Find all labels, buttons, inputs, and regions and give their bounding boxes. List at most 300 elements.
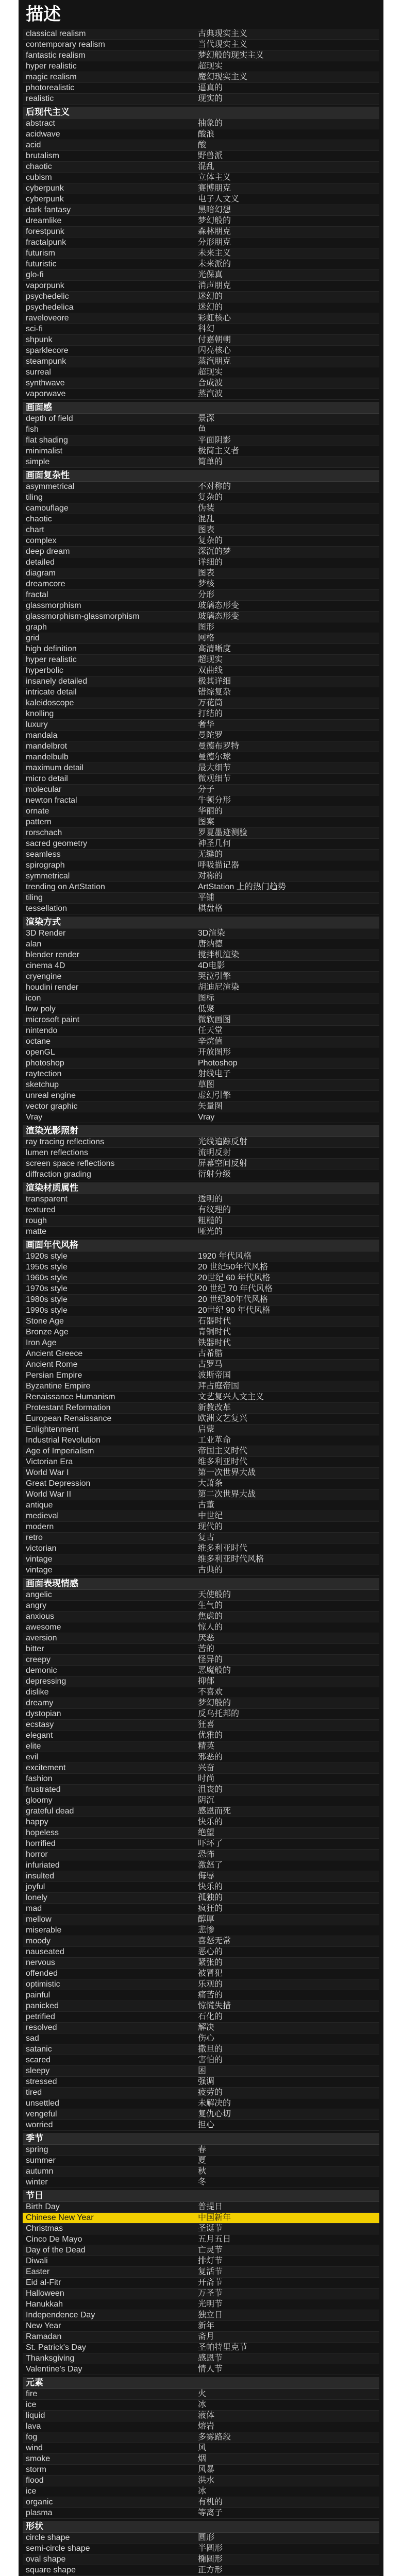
english-term: octane xyxy=(26,1037,51,1046)
chinese-term: 未解决的 xyxy=(198,2099,231,2108)
english-term: painful xyxy=(26,1991,51,1999)
section xyxy=(23,2133,379,2188)
chinese-term: 冰 xyxy=(198,2487,207,2496)
table-row xyxy=(23,1251,379,1262)
table-row xyxy=(23,29,379,40)
table-row xyxy=(23,378,379,389)
chinese-term: 快乐的 xyxy=(198,1883,223,1891)
table-row xyxy=(23,259,379,270)
english-term: acidwave xyxy=(26,130,60,139)
english-term: vaporwave xyxy=(26,389,66,398)
chinese-term: 彩虹核心 xyxy=(198,314,231,323)
chinese-term: 混乱 xyxy=(198,515,215,523)
english-term: diffraction grading xyxy=(26,1170,91,1179)
english-term: lumen reflections xyxy=(26,1148,88,1157)
chinese-term: 玻璃态形变 xyxy=(198,601,240,610)
chinese-term: 邪恶的 xyxy=(198,1753,223,1761)
chinese-term: 双曲线 xyxy=(198,666,223,675)
english-term: symmetrical xyxy=(26,872,70,880)
english-term: rorschach xyxy=(26,828,62,837)
chinese-term: 鱼 xyxy=(198,425,207,434)
table-row xyxy=(23,140,379,151)
english-term: forestpunk xyxy=(26,227,64,236)
table-row xyxy=(23,2289,379,2299)
english-term: abstract xyxy=(26,119,55,128)
chinese-term: 亡灵节 xyxy=(198,2246,223,2255)
english-term: worried xyxy=(26,2121,53,2129)
english-term: semi-circle shape xyxy=(26,2544,90,2553)
chinese-term: 喜怒无常 xyxy=(198,1937,231,1945)
english-term: Persian Empire xyxy=(26,1371,82,1380)
table-row xyxy=(23,1860,379,1871)
chinese-term: 感恩而死 xyxy=(198,1807,231,1816)
chinese-term: 疲劳的 xyxy=(198,2088,223,2097)
english-term: frustrated xyxy=(26,1785,61,1794)
table-row xyxy=(23,1795,379,1806)
table-row xyxy=(23,2389,379,2400)
table-row xyxy=(23,622,379,633)
chinese-term: 迷幻的 xyxy=(198,292,223,301)
chinese-term: 惊慌失措 xyxy=(198,2002,231,2010)
table-row xyxy=(23,1381,379,1392)
english-term: angry xyxy=(26,1601,47,1610)
english-term: smoke xyxy=(26,2454,51,2463)
table-row xyxy=(23,590,379,601)
english-term: unreal engine xyxy=(26,1091,76,1100)
table-row xyxy=(23,850,379,860)
table-row xyxy=(23,446,379,457)
english-term: dislike xyxy=(26,1688,49,1697)
chinese-term: 抑郁 xyxy=(198,1677,215,1686)
table-row xyxy=(23,536,379,547)
english-term: tiling xyxy=(26,493,43,502)
english-term: demonic xyxy=(26,1666,57,1675)
english-term: sparklecore xyxy=(26,346,69,355)
table-row xyxy=(23,1069,379,1080)
english-term: ice xyxy=(26,2487,37,2496)
table-row xyxy=(23,644,379,655)
chinese-term: 当代现实主义 xyxy=(198,40,248,49)
chinese-term: 野兽派 xyxy=(198,151,223,160)
table-row xyxy=(23,389,379,400)
table-row xyxy=(23,1731,379,1741)
table-row xyxy=(23,1349,379,1360)
english-term: vintage xyxy=(26,1566,53,1574)
chinese-term: Vray xyxy=(198,1113,215,1122)
chinese-term: 维多利亚时代风格 xyxy=(198,1555,264,1564)
chinese-term: 现代的 xyxy=(198,1522,223,1531)
page-title: 描述 xyxy=(26,5,61,24)
section-header: 季节 xyxy=(23,2133,379,2145)
section-header: 形状 xyxy=(23,2521,379,2533)
chinese-term: 焦虑的 xyxy=(198,1612,223,1621)
chinese-term: 4D电影 xyxy=(198,961,225,970)
english-term: European Renaissance xyxy=(26,1414,112,1423)
english-term: ray tracing reflections xyxy=(26,1138,105,1146)
english-term: openGL xyxy=(26,1048,55,1057)
chinese-term: 阴沉 xyxy=(198,1796,215,1805)
table-row xyxy=(23,1091,379,1101)
table-row xyxy=(23,50,379,61)
english-term: bitter xyxy=(26,1645,44,1653)
english-term: elite xyxy=(26,1742,41,1751)
table-row xyxy=(23,1979,379,1990)
english-term: sci-fi xyxy=(26,325,43,333)
table-row xyxy=(23,162,379,173)
english-term: joyful xyxy=(26,1883,45,1891)
chinese-term: 维多利亚时代 xyxy=(198,1458,248,1466)
chinese-term: 超现实 xyxy=(198,368,223,377)
table-row xyxy=(23,1565,379,1576)
english-term: nintendo xyxy=(26,1026,58,1035)
chinese-term: 20 世纪50年代风格 xyxy=(198,1263,269,1272)
table-row xyxy=(23,1554,379,1565)
chinese-term: 深沉的梦 xyxy=(198,547,231,556)
chinese-term: 低聚 xyxy=(198,1005,215,1013)
chinese-term: 青铜时代 xyxy=(198,1328,231,1336)
chinese-term: 第二次世界大战 xyxy=(198,1490,256,1499)
chinese-term: 惊人的 xyxy=(198,1623,223,1632)
chinese-term: 复杂的 xyxy=(198,536,223,545)
table-row xyxy=(23,1904,379,1914)
english-term: asymmetrical xyxy=(26,482,75,491)
english-term: happy xyxy=(26,1818,48,1826)
table-row xyxy=(23,1612,379,1622)
chinese-term: 正方形 xyxy=(198,2566,223,2574)
table-row xyxy=(23,248,379,259)
english-term: autumn xyxy=(26,2167,54,2176)
table-row xyxy=(23,1850,379,1860)
chinese-term: 图形 xyxy=(198,623,215,632)
english-term: elegant xyxy=(26,1731,53,1740)
table-row xyxy=(23,1479,379,1489)
chinese-term: 痛苦的 xyxy=(198,1991,223,1999)
english-term: Renaissance Humanism xyxy=(26,1393,115,1401)
english-term: horrified xyxy=(26,1839,56,1848)
chinese-term: 乐观的 xyxy=(198,1980,223,1989)
english-term: vintage xyxy=(26,1555,53,1564)
chinese-term: 被冒犯 xyxy=(198,1969,223,1978)
table-row xyxy=(23,2267,379,2278)
table-row xyxy=(23,1047,379,1058)
table-row xyxy=(23,1590,379,1601)
table-row xyxy=(23,2001,379,2012)
chinese-term: 帝国主义时代 xyxy=(198,1447,248,1455)
chinese-term: 不喜欢 xyxy=(198,1688,223,1697)
chinese-term: 启蒙 xyxy=(198,1425,215,1434)
section xyxy=(23,2521,379,2576)
section xyxy=(23,402,379,468)
english-term: grateful dead xyxy=(26,1807,74,1816)
english-term: flat shading xyxy=(26,436,68,445)
english-term: Easter xyxy=(26,2267,50,2276)
chinese-term: 未来派的 xyxy=(198,260,231,268)
table-row xyxy=(23,1936,379,1947)
table-row xyxy=(23,1720,379,1731)
english-term: hyperbolic xyxy=(26,666,63,675)
chinese-term: 梦幻般的 xyxy=(198,216,231,225)
english-term: graph xyxy=(26,623,47,632)
chinese-term: Photoshop xyxy=(198,1059,238,1067)
chinese-term: 蒸汽波 xyxy=(198,389,223,398)
english-term: futurism xyxy=(26,249,55,258)
english-term: sketchup xyxy=(26,1080,59,1089)
table-row xyxy=(23,2224,379,2234)
section-header: 渲染材质属性 xyxy=(23,1182,379,1194)
english-term: tessellation xyxy=(26,904,68,913)
table-row xyxy=(23,1601,379,1612)
table-row xyxy=(23,1015,379,1026)
chinese-term: 逼真的 xyxy=(198,83,223,92)
chinese-term: 侮辱 xyxy=(198,1872,215,1880)
table-row xyxy=(23,2278,379,2289)
english-term: Protestant Reformation xyxy=(26,1403,111,1412)
chinese-term: 普提日 xyxy=(198,2202,223,2211)
table-row xyxy=(23,1446,379,1457)
english-term: psychedelic xyxy=(26,292,69,301)
english-term: modern xyxy=(26,1522,54,1531)
table-row xyxy=(23,1101,379,1112)
table-row xyxy=(23,1425,379,1435)
chinese-term: 图标 xyxy=(198,994,215,1003)
chinese-term: 平面阴影 xyxy=(198,436,231,445)
chinese-term: 曼德尔球 xyxy=(198,753,231,761)
table-row xyxy=(23,928,379,939)
english-term: shpunk xyxy=(26,335,53,344)
chinese-term: 赛博朋克 xyxy=(198,184,231,193)
table-row xyxy=(23,238,379,248)
table-row xyxy=(23,547,379,557)
chinese-term: 射线电子 xyxy=(198,1070,231,1078)
section-header: 画面年代风格 xyxy=(23,1240,379,1251)
english-term: detailed xyxy=(26,558,55,567)
english-term: excitement xyxy=(26,1764,66,1772)
table-row xyxy=(23,2299,379,2310)
chinese-term: 时尚 xyxy=(198,1774,215,1783)
chinese-term: 梦核 xyxy=(198,580,215,588)
table-row xyxy=(23,871,379,882)
english-term: 1950s style xyxy=(26,1263,68,1272)
chinese-term: 欧洲文艺复兴 xyxy=(198,1414,248,1423)
table-row xyxy=(23,1698,379,1709)
table-row xyxy=(23,425,379,435)
english-term: liquid xyxy=(26,2411,45,2420)
chinese-term: 古希腊 xyxy=(198,1349,223,1358)
chinese-term: 大萧条 xyxy=(198,1479,223,1488)
chinese-term: 复杂的 xyxy=(198,493,223,502)
chinese-term: 虚幻引擎 xyxy=(198,1091,231,1100)
table-row xyxy=(23,493,379,503)
chinese-term: 风暴 xyxy=(198,2465,215,2474)
chinese-term: 曼德布罗特 xyxy=(198,742,240,751)
chinese-term: 任天堂 xyxy=(198,1026,223,1035)
english-term: infuriated xyxy=(26,1861,60,1870)
chinese-term: 最大细节 xyxy=(198,764,231,772)
table-row xyxy=(23,655,379,666)
chinese-term: 光保真 xyxy=(198,270,223,279)
chinese-term: 牛顿分形 xyxy=(198,796,231,805)
chinese-term: 斋月 xyxy=(198,2332,215,2341)
english-term: spirograph xyxy=(26,861,65,870)
table-row xyxy=(23,2421,379,2432)
chinese-term: 烟 xyxy=(198,2454,207,2463)
table-row xyxy=(23,1216,379,1227)
table-row xyxy=(23,1273,379,1284)
table-row xyxy=(23,1306,379,1316)
english-term: depth of field xyxy=(26,414,73,423)
english-term: Ramadan xyxy=(26,2332,62,2341)
chinese-term: 图表 xyxy=(198,569,215,578)
english-term: New Year xyxy=(26,2321,61,2330)
chinese-term: 罗夏墨迹测验 xyxy=(198,828,248,837)
english-term: contemporary realism xyxy=(26,40,105,49)
english-term: lava xyxy=(26,2422,41,2431)
table-row xyxy=(23,1544,379,1554)
table-row xyxy=(23,1882,379,1893)
table-row xyxy=(23,94,379,105)
table-row xyxy=(23,882,379,893)
english-term: St. Patrick's Day xyxy=(26,2343,86,2352)
english-term: spring xyxy=(26,2145,48,2154)
table-row xyxy=(23,2156,379,2166)
english-term: luxury xyxy=(26,720,48,729)
section-header: 画面表现情感 xyxy=(23,1578,379,1590)
section-header: 画面感 xyxy=(23,402,379,414)
section-table xyxy=(23,928,379,1123)
table-row xyxy=(23,2245,379,2256)
chinese-term: 20 世纪 70 年代风格 xyxy=(198,1284,273,1293)
table-row xyxy=(23,1037,379,1047)
english-term: knolling xyxy=(26,709,54,718)
english-term: 1990s style xyxy=(26,1306,68,1315)
chinese-term: 草图 xyxy=(198,1080,215,1089)
chinese-term: 吓坏了 xyxy=(198,1839,223,1848)
english-term: textured xyxy=(26,1206,56,1214)
english-term: rough xyxy=(26,1216,47,1225)
chinese-term: 情人节 xyxy=(198,2365,223,2374)
english-term: cyberpunk xyxy=(26,195,64,204)
table-row xyxy=(23,324,379,335)
english-term: complex xyxy=(26,536,57,545)
table-row xyxy=(23,1137,379,1148)
table-row xyxy=(23,1295,379,1306)
chinese-term: 冰 xyxy=(198,2400,207,2409)
table-row xyxy=(23,2077,379,2088)
english-term: lonely xyxy=(26,1893,47,1902)
chinese-term: 电子人文义 xyxy=(198,195,240,204)
chinese-term: 粗糙的 xyxy=(198,1216,223,1225)
table-row xyxy=(23,2364,379,2375)
table-row xyxy=(23,302,379,313)
chinese-term: 秋 xyxy=(198,2167,207,2176)
chinese-term: 神圣几何 xyxy=(198,839,231,848)
english-term: mad xyxy=(26,1904,42,1913)
chinese-term: 20 世纪80年代风格 xyxy=(198,1295,269,1304)
table-row xyxy=(23,1871,379,1882)
table-row xyxy=(23,1159,379,1170)
chinese-term: 光线追踪反射 xyxy=(198,1138,248,1146)
english-term: vaporpunk xyxy=(26,281,64,290)
english-term: panicked xyxy=(26,2002,59,2010)
english-term: glassmorphism-glassmorphism xyxy=(26,612,140,621)
english-term: newton fractal xyxy=(26,796,77,805)
chinese-term: 图表 xyxy=(198,526,215,534)
english-term: fashion xyxy=(26,1774,53,1783)
chinese-term: 铁器时代 xyxy=(198,1338,231,1347)
table-row xyxy=(23,173,379,183)
chinese-term: 科幻 xyxy=(198,325,215,333)
section xyxy=(23,1182,379,1238)
english-term: World War II xyxy=(26,1490,72,1499)
english-term: mellow xyxy=(26,1915,52,1924)
table-row xyxy=(23,1058,379,1069)
english-term: oval shape xyxy=(26,2555,66,2564)
chinese-term: 反乌托邦的 xyxy=(198,1709,240,1718)
chinese-term: 消声朋克 xyxy=(198,281,231,290)
chinese-term: 极简主义者 xyxy=(198,447,240,455)
table-row xyxy=(23,972,379,982)
english-term: fractal xyxy=(26,590,48,599)
chinese-term: 混乱 xyxy=(198,162,215,171)
section-table xyxy=(23,1251,379,1576)
chinese-term: 分形朋克 xyxy=(198,238,231,247)
english-term: hyper realistic xyxy=(26,655,77,664)
chinese-term: 辛烷值 xyxy=(198,1037,223,1046)
chinese-term: 抽象的 xyxy=(198,119,223,128)
chinese-term: 火 xyxy=(198,2389,207,2398)
chinese-term: 超现实 xyxy=(198,655,223,664)
table-row xyxy=(23,993,379,1004)
chinese-term: 分形 xyxy=(198,590,215,599)
table-row xyxy=(23,568,379,579)
table-row xyxy=(23,1370,379,1381)
table-row xyxy=(23,1004,379,1015)
english-term: Age of Imperialism xyxy=(26,1447,94,1455)
table-row xyxy=(23,2486,379,2497)
section-table xyxy=(23,1137,379,1180)
table-row xyxy=(23,1969,379,1979)
table-row xyxy=(23,151,379,162)
table-row xyxy=(23,1666,379,1676)
table-row xyxy=(23,1633,379,1644)
section xyxy=(23,917,379,1123)
section-header: 渲染光影照射 xyxy=(23,1125,379,1137)
table-row xyxy=(23,2465,379,2476)
english-term: mandelbrot xyxy=(26,742,68,751)
chinese-term: 哭泣引擎 xyxy=(198,972,231,981)
english-term: Cinco De Mayo xyxy=(26,2235,82,2244)
chinese-term: 恶魔般的 xyxy=(198,1666,231,1675)
chinese-term: 波斯帝国 xyxy=(198,1371,231,1380)
chinese-term: 打结的 xyxy=(198,709,223,718)
english-term: minimalist xyxy=(26,447,63,455)
chinese-term: 玻璃态形变 xyxy=(198,612,240,621)
table-row xyxy=(23,633,379,644)
english-term: diagram xyxy=(26,569,56,578)
chinese-term: 古典的 xyxy=(198,1566,223,1574)
table-row xyxy=(23,2098,379,2109)
english-term: 1970s style xyxy=(26,1284,68,1293)
chinese-term: 有机的 xyxy=(198,2498,223,2506)
english-term: microsoft paint xyxy=(26,1015,80,1024)
english-term: 1920s style xyxy=(26,1252,68,1261)
section-table xyxy=(23,414,379,468)
table-row xyxy=(23,2066,379,2077)
english-term: Christmas xyxy=(26,2224,63,2233)
chinese-term: 对称的 xyxy=(198,872,223,880)
english-term: petrified xyxy=(26,2012,55,2021)
table-row xyxy=(23,1741,379,1752)
